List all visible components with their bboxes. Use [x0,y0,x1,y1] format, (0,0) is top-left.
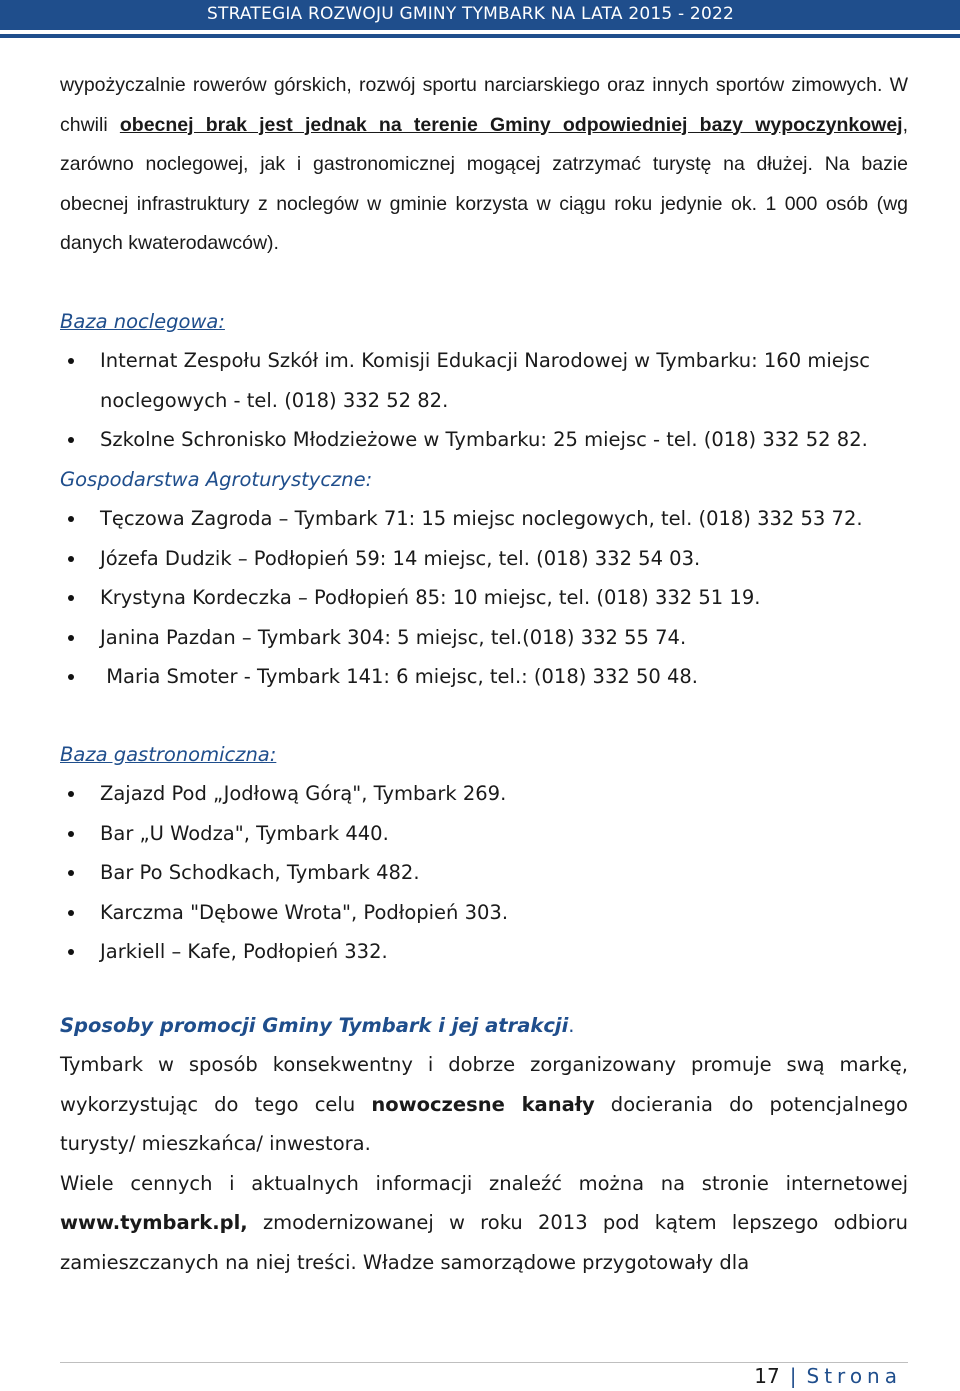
promo-title-end: . [568,1013,575,1037]
list-item: Tęczowa Zagroda – Tymbark 71: 15 miejsc noclegowych, tel. (018) 332 53 72. [60,499,908,539]
spacer [60,972,908,1006]
website-link[interactable]: www.tymbark.pl, [60,1211,248,1234]
footer-separator: | [789,1364,797,1388]
spacer [60,697,908,735]
footer-rule [60,1362,908,1363]
promo-p1-text-a: Tymbark w sposób konsekwentny i dobrze zorganizowany promuje swą markę, wykorzystując do tego celu [60,1053,908,1116]
intro-emphasis: obecnej brak jest jednak na terenie Gminy odpowiedniej bazy wypoczynkowej [119,113,903,136]
list-item: Karczma "Dębowe Wrota", Podłopień 303. [60,893,908,933]
list-item: Bar „U Wodza", Tymbark 440. [60,814,908,854]
page-header-bar [0,0,960,30]
list-item: Janina Pazdan – Tymbark 304: 5 miejsc, tel.(018) 332 55 74. [60,618,908,658]
list-item: Jarkiell – Kafe, Podłopień 332. [60,932,908,972]
list-item: Zajazd Pod „Jodłową Górą", Tymbark 269. [60,774,908,814]
list-item: Krystyna Kordeczka – Podłopień 85: 10 miejsc, tel. (018) 332 51 19. [60,578,908,618]
promo-p1-bold: nowoczesne kanały [371,1092,595,1116]
intro-text-1: wypożyczalnie rowerów górskich, rozwój sportu narciarskiego oraz innych sportów zimowych. W chwili [60,74,908,136]
list-item: Józefa Dudzik – Podłopień 59: 14 miejsc, tel. (018) 332 54 03. [60,539,908,579]
promo-p1-text-b: docierania do potencjalnego turysty/ mieszkańca/ inwestora. [60,1092,908,1155]
promo-paragraph-2 [60,1164,908,1283]
agro-list [60,499,908,697]
page-label: Strona [806,1364,902,1388]
list-item: Internat Zespołu Szkół im. Komisji Edukacji Narodowej w Tymbarku: 160 miejsc noclegowych - tel. (018) 332 52 82. [60,341,908,420]
promo-paragraph-1 [60,1045,908,1164]
lodging-list [60,341,908,460]
list-item: Bar Po Schodkach, Tymbark 482. [60,853,908,893]
promo-title-text: Sposoby promocji Gminy Tymbark i jej atrakcji [60,1013,569,1037]
spacer [60,264,908,302]
promo-title [60,1006,908,1046]
agro-title: Gospodarstwa Agroturystyczne: [60,467,373,491]
gastro-title: Baza gastronomiczna: [60,742,277,766]
header-rule [0,34,960,38]
list-item: Maria Smoter - Tymbark 141: 6 miejsc, tel.: (018) 332 50 48. [60,657,908,697]
list-item: Szkolne Schronisko Młodzieżowe w Tymbarku: 25 miejsc - tel. (018) 332 52 82. [60,420,908,460]
page-content [60,66,908,1282]
page-number: 17 [754,1364,780,1388]
lodging-title: Baza noclegowa: [60,309,225,333]
intro-text-2: , zarówno noclegowej, jak i gastronomicznej mogącej zatrzymać turystę na dłużej. Na bazie obecnej infrastruktury z noclegów w gminie korzysta w ciągu roku jedynie ok. 1 000 osób (wg danych kwaterodawców). [60,113,908,254]
promo-p2-text-b: zmodernizowanej w roku 2013 pod kątem lepszego odbioru zamieszczanych na niej treści. Władze samorządowe przygotowały dla [60,1211,908,1274]
intro-paragraph [60,66,908,264]
gastro-list [60,774,908,972]
promo-p2-text-a: Wiele cennych i aktualnych informacji znaleźć można na stronie internetowej [60,1171,908,1195]
page-footer [754,1364,902,1388]
document-title: STRATEGIA ROZWOJU GMINY TYMBARK NA LATA 2015 - 2022 [207,4,734,24]
